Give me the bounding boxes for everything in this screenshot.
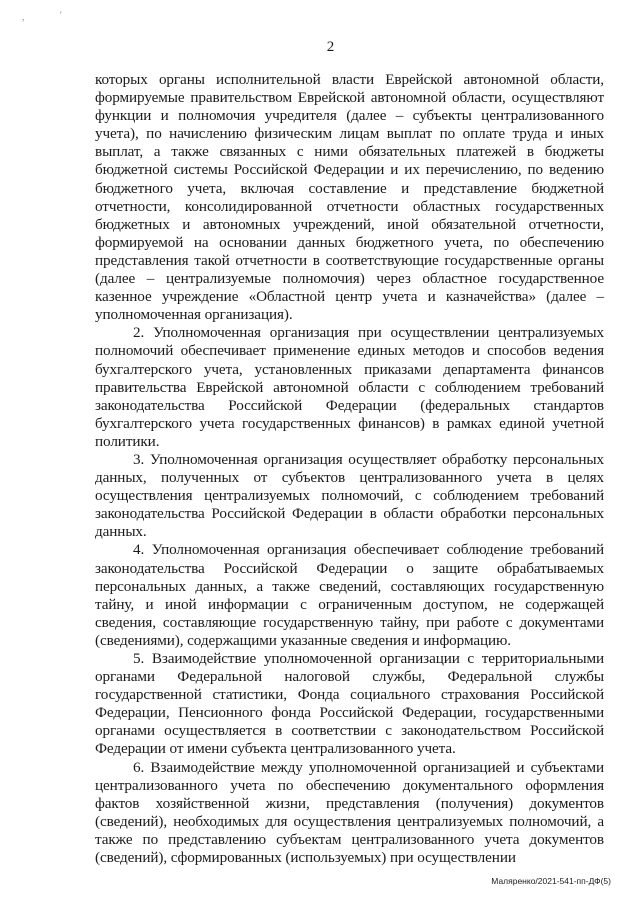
- paragraph-1-continuation: которых органы исполнительной власти Еврейской автономной области, формируемые правительством Еврейской автономной области, осуществляют функции и полномочия учредителя (далее – субъекты централизованного учета), по начислению физическим лицам выплат по оплате труда и иных выплат, а также связанных с ними обязательных платежей в бюджеты бюджетной системы Российской Федерации и их перечислению, по ведению бюджетного учета, включая составление и представление бюджетной отчетности, консолидированной отчетности областных государственных бюджетных и автономных учреждений, иной обязательной отчетности, формируемой на основании данных бюджетного учета, по обеспечению представления такой отчетности в соответствующие государственные органы (далее – централизуемые полномочия) через областное государственное казенное учреждение «Областной центр учета и казначейства» (далее – уполномоченная организация).: [95, 71, 604, 324]
- page-number: 2: [326, 39, 335, 55]
- paragraph-5: 5. Взаимодействие уполномоченной организации с территориальными органами Федеральной налоговой службы, Федеральной службы государственной статистики, Фонда социального страхования Российской Федерации, Пенсионного фонда Российской Федерации, государственными органами осуществляется в соответствии с законодательством Российской Федерации от имени субъекта централизованного учета.: [95, 650, 604, 758]
- document-body: [95, 71, 604, 867]
- paragraph-6: 6. Взаимодействие между уполномоченной организацией и субъектами централизованного учета по обеспечению документального оформления фактов хозяйственной жизни, представления (получения) документов (сведений), необходимых для осуществления централизуемых полномочий, а также по представлению субъектам централизованного учета документов (сведений), сформированных (используемых) при осуществлении: [95, 758, 604, 867]
- scan-mark-left: ,: [22, 12, 25, 22]
- paragraph-3: 3. Уполномоченная организация осуществляет обработку персональных данных, полученных от субъектов централизованного учета в целях осуществления централизуемых полномочий, с соблюдением требований законодательства Российской Федерации в области обработки персональных данных.: [95, 450, 604, 541]
- paragraph-2: 2. Уполномоченная организация при осуществлении централизуемых полномочий обеспечивает применение единых методов и способов ведения бухгалтерского учета, установленных приказами департамента финансов правительства Еврейской автономной области с соблюдением требований законодательства Российской Федерации (федеральных стандартов бухгалтерского учета государственных финансов) в рамках единой учетной политики.: [95, 324, 604, 450]
- paragraph-4: 4. Уполномоченная организация обеспечивает соблюдение требований законодательства Российской Федерации о защите обрабатываемых персональных данных, а также сведений, составляющих государственную тайну, и иной информации с ограниченным доступом, не содержащей сведения, составляющие государственную тайну, при работе с документами (сведениями), содержащими указанные сведения и информацию.: [95, 541, 604, 649]
- document-reference: Маляренко/2021-541-пп-ДФ(5): [491, 876, 611, 886]
- scan-mark-right: ': [60, 10, 62, 20]
